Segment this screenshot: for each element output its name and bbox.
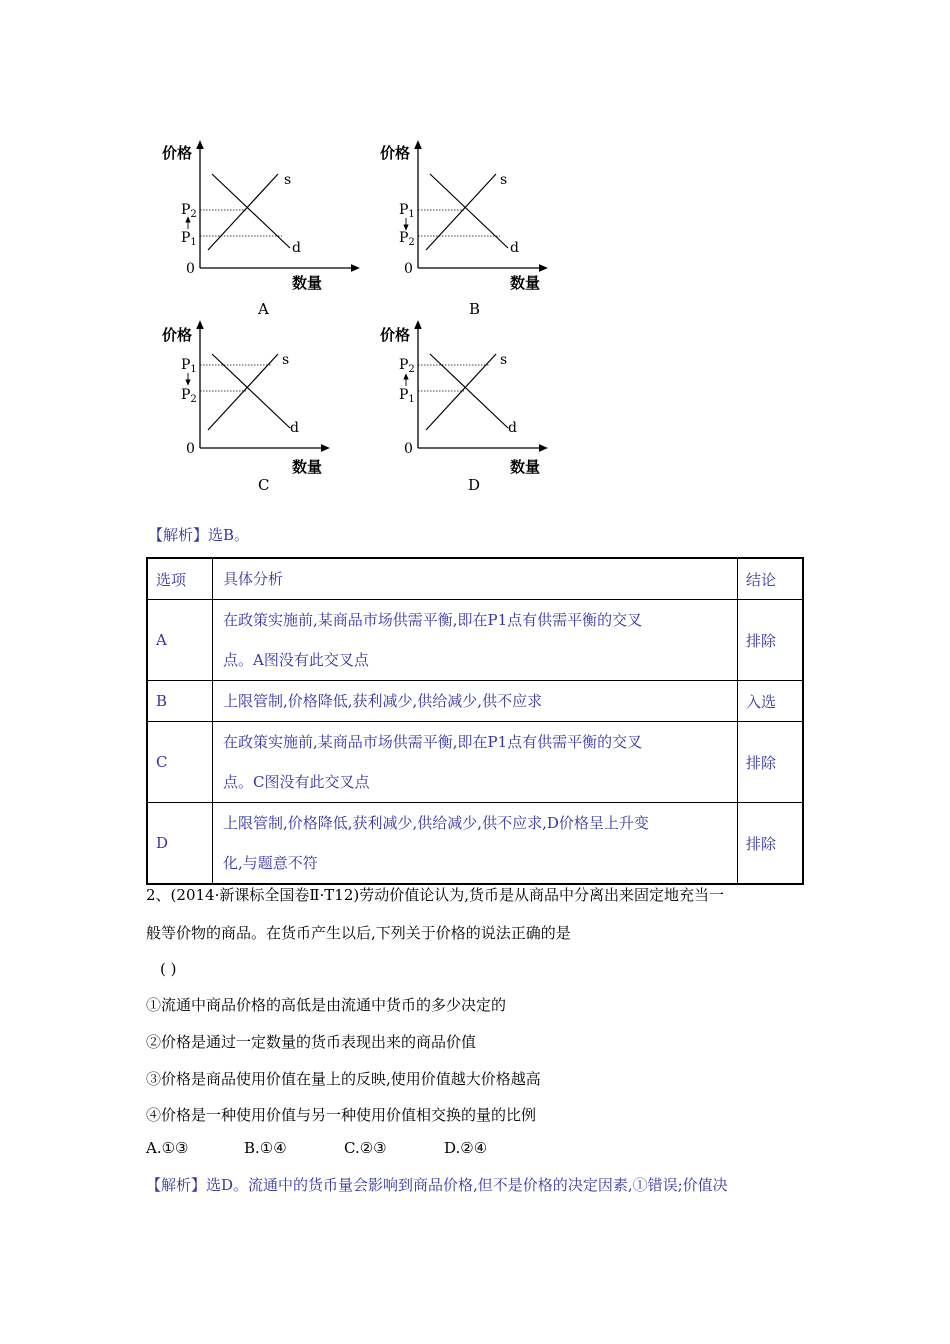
- graph-a-svg: [150, 130, 360, 315]
- table-row: [147, 600, 803, 681]
- option-b: B.①④: [244, 1139, 287, 1157]
- demand-label: d: [508, 420, 517, 436]
- statement-2: ②价格是通过一定数量的货币表现出来的商品价值: [146, 1033, 477, 1051]
- graph-c-label: C: [258, 476, 270, 494]
- upper-price-label: $P_2$: [399, 357, 415, 375]
- analysis-1: [148, 524, 249, 545]
- upper-price-label: $P_1$: [181, 357, 197, 375]
- row-analysis: [213, 600, 738, 681]
- analysis-tag: 【解析】: [148, 526, 209, 544]
- supply-line: [426, 174, 496, 250]
- demand-label: d: [292, 240, 301, 256]
- analysis-table: [146, 557, 804, 885]
- analysis-tag: 【解析】: [146, 1176, 207, 1194]
- x-axis-label: 数量: [510, 458, 541, 476]
- question-2-paren: ( ): [160, 960, 177, 978]
- graph-b-svg: [368, 130, 578, 315]
- table-header-row: [147, 558, 803, 600]
- y-axis-label: 价格: [162, 144, 193, 162]
- answer-options: [146, 1139, 816, 1157]
- table-row: [147, 681, 803, 722]
- table-row: [147, 722, 803, 803]
- row-analysis: [213, 803, 738, 885]
- y-axis-label: 价格: [162, 326, 193, 344]
- upper-price-label: $P_1$: [399, 202, 415, 220]
- origin-label: 0: [404, 441, 413, 457]
- row-option: C: [147, 722, 213, 803]
- row-analysis-line1: 上限管制,价格降低,获利减少,供给减少,供不应求,D价格呈上升变: [223, 814, 649, 832]
- row-analysis-line1: 在政策实施前,某商品市场供需平衡,即在P1点有供需平衡的交叉: [223, 611, 643, 629]
- statement-4: ④价格是一种使用价值与另一种使用价值相交换的量的比例: [146, 1106, 537, 1124]
- supply-label: s: [284, 172, 292, 188]
- statement-3: ③价格是商品使用价值在量上的反映,使用价值越大价格越高: [146, 1070, 541, 1088]
- demand-label: d: [290, 420, 299, 436]
- analysis-text: 选B。: [208, 526, 250, 544]
- row-analysis-line2: 点。A图没有此交叉点: [223, 651, 369, 669]
- x-axis-label: 数量: [510, 274, 541, 292]
- origin-label: 0: [404, 261, 413, 277]
- analysis-text: 选D。流通中的货币量会影响到商品价格,但不是价格的决定因素,①错误;价值决: [206, 1176, 728, 1194]
- question-2-line2: 般等价物的商品。在货币产生以后,下列关于价格的说法正确的是: [146, 924, 571, 942]
- graph-c: [150, 320, 360, 505]
- y-axis-label: 价格: [380, 326, 411, 344]
- option-d: D.②④: [444, 1139, 488, 1157]
- graph-b: [368, 130, 578, 315]
- lower-price-label: $P_2$: [181, 387, 197, 405]
- analysis-2: [146, 1174, 816, 1195]
- supply-label: s: [500, 172, 508, 188]
- row-analysis-line1: 在政策实施前,某商品市场供需平衡,即在P1点有供需平衡的交叉: [223, 733, 643, 751]
- row-analysis-line2: 化,与题意不符: [223, 854, 318, 872]
- header-result: 结论: [738, 558, 804, 600]
- demand-line: [430, 174, 508, 248]
- graph-b-label: B: [469, 300, 481, 318]
- table-row: [147, 803, 803, 885]
- graph-a: [150, 130, 360, 315]
- graph-a-label: A: [258, 300, 269, 318]
- origin-label: 0: [186, 441, 195, 457]
- origin-label: 0: [186, 261, 195, 277]
- supply-label: s: [500, 352, 508, 368]
- supply-label: s: [282, 352, 290, 368]
- row-option: A: [147, 600, 213, 681]
- row-option: B: [147, 681, 213, 722]
- row-option: D: [147, 803, 213, 885]
- demand-line: [212, 174, 290, 248]
- option-c: C.②③: [344, 1139, 387, 1157]
- row-analysis-line1: 上限管制,价格降低,获利减少,供给减少,供不应求: [223, 692, 543, 710]
- question-2-line1: 2、(2014·新课标全国卷Ⅱ·T12)劳动价值论认为,货币是从商品中分离出来固定地充当一: [146, 886, 725, 904]
- row-result: 排除: [738, 803, 804, 885]
- header-analysis: 具体分析: [213, 558, 738, 600]
- supply-demand-graphs: [150, 130, 570, 500]
- graph-d-label: D: [468, 476, 481, 494]
- row-analysis: [213, 722, 738, 803]
- demand-label: d: [510, 240, 519, 256]
- row-analysis: [213, 681, 738, 722]
- y-axis-label: 价格: [380, 144, 411, 162]
- statement-1: ①流通中商品价格的高低是由流通中货币的多少决定的: [146, 996, 507, 1014]
- graph-c-svg: [150, 320, 360, 505]
- row-result: 入选: [738, 681, 804, 722]
- x-axis-label: 数量: [292, 458, 323, 476]
- row-result: 排除: [738, 722, 804, 803]
- row-result: 排除: [738, 600, 804, 681]
- header-option: 选项: [147, 558, 213, 600]
- x-axis-label: 数量: [292, 274, 323, 292]
- lower-price-label: $P_2$: [399, 230, 415, 248]
- row-analysis-line2: 点。C图没有此交叉点: [223, 773, 370, 791]
- upper-price-label: $P_2$: [181, 202, 197, 220]
- lower-price-label: $P_1$: [181, 230, 197, 248]
- supply-line: [208, 174, 278, 250]
- lower-price-label: $P_1$: [399, 387, 415, 405]
- option-a: A.①③: [146, 1139, 189, 1157]
